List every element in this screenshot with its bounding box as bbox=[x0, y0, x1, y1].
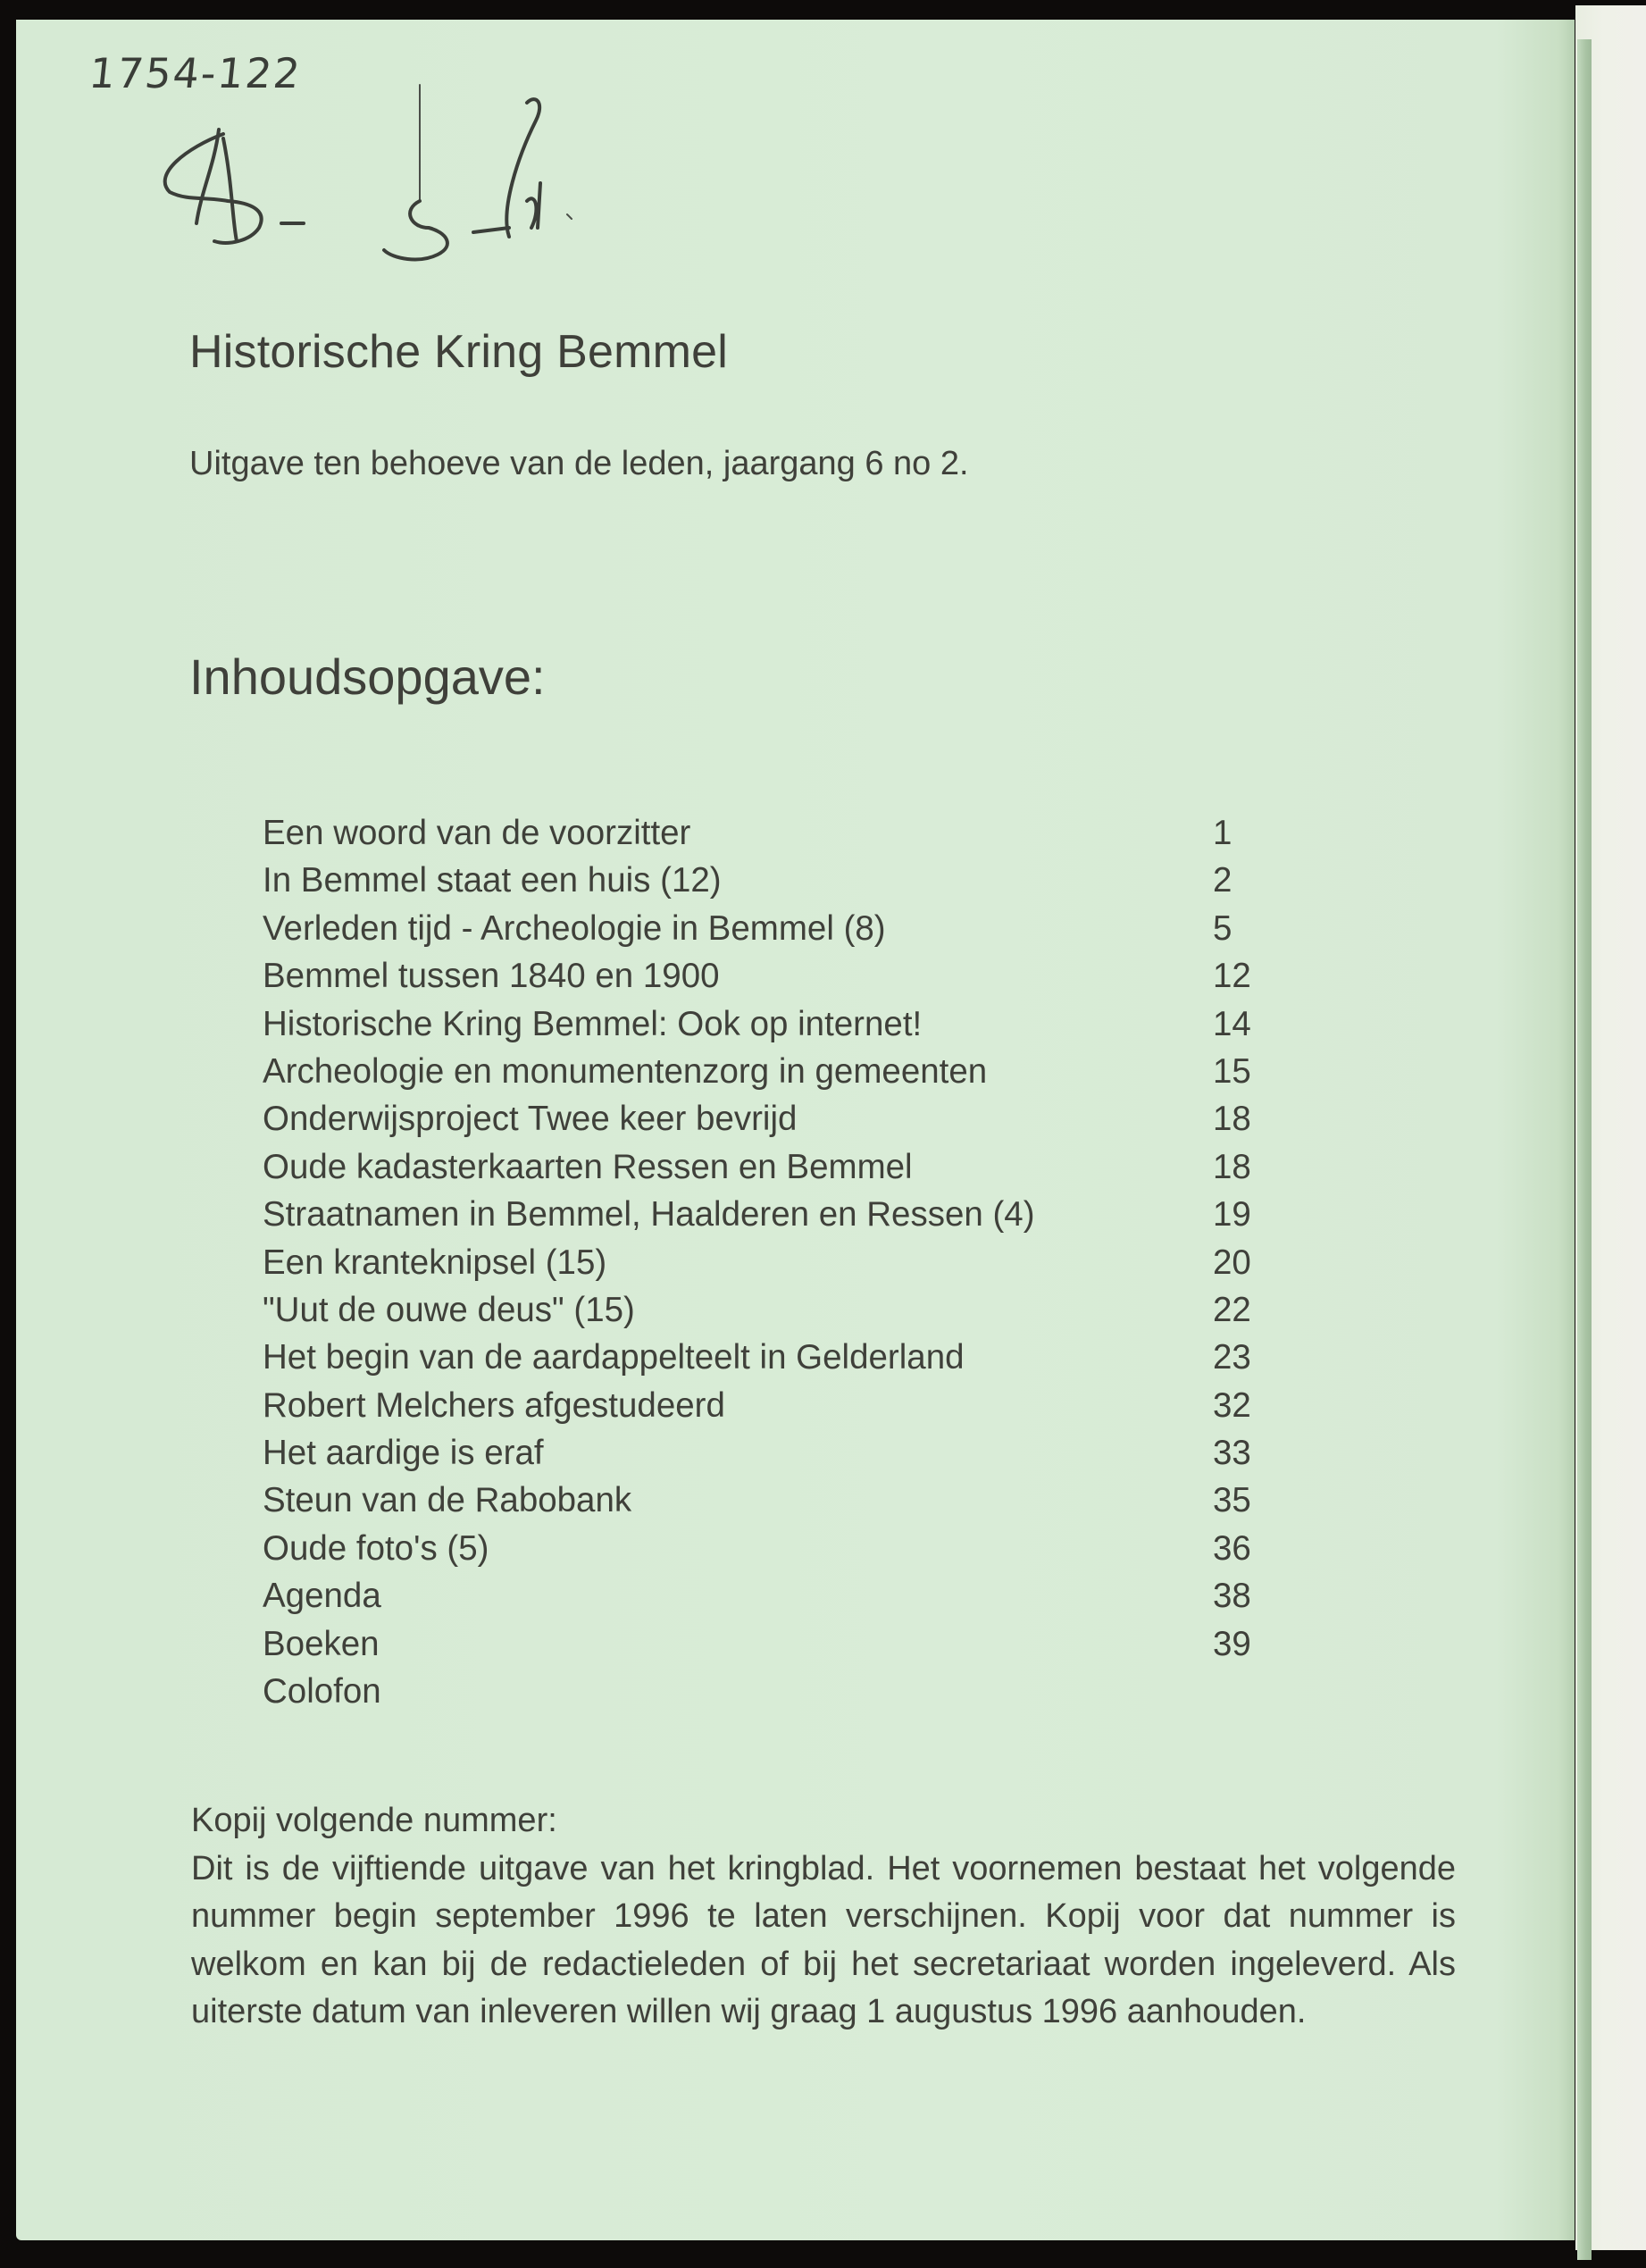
toc-entry-page: 35 bbox=[1213, 1481, 1251, 1520]
toc-entry-title: Agenda bbox=[263, 1577, 381, 1616]
kopij-section bbox=[191, 1797, 1456, 2037]
toc-entry-title: Archeologie en monumentenzorg in gemeenten bbox=[263, 1051, 988, 1091]
toc-entry-title: Een woord van de voorzitter bbox=[263, 814, 691, 852]
toc-entry-title: Straatnamen in Bemmel, Haalderen en Ressen (4) bbox=[263, 1195, 1035, 1234]
toc-entry-page: 15 bbox=[1213, 1051, 1251, 1091]
publication-title: Historische Kring Bemmel bbox=[189, 326, 728, 378]
page-spine-fold bbox=[1577, 39, 1592, 2260]
toc-entry bbox=[263, 905, 1263, 952]
toc-entry-title: Het aardige is eraf bbox=[263, 1434, 544, 1473]
toc-entry-title: Colofon bbox=[263, 1672, 381, 1711]
toc-entry bbox=[263, 809, 1263, 857]
toc-entry-page: 22 bbox=[1213, 1290, 1251, 1329]
kopij-heading: Kopij volgende nummer: bbox=[191, 1802, 557, 1839]
toc-entry-page: 32 bbox=[1213, 1385, 1251, 1425]
toc-entry-title: In Bemmel staat een huis (12) bbox=[263, 861, 722, 900]
toc-entry-page: 19 bbox=[1213, 1195, 1251, 1234]
toc-entry bbox=[263, 1525, 1263, 1572]
handwritten-signature-icon bbox=[80, 49, 759, 264]
toc-entry-title: Bemmel tussen 1840 en 1900 bbox=[263, 957, 720, 996]
toc-entry-page bbox=[1213, 1668, 1263, 1715]
toc-heading: Inhoudsopgave: bbox=[189, 649, 546, 705]
toc-entry bbox=[263, 1382, 1263, 1429]
toc-entry-page: 20 bbox=[1213, 1243, 1251, 1282]
toc-entry-title: Verleden tijd - Archeologie in Bemmel (8) bbox=[263, 908, 886, 948]
kopij-body: Dit is de vijftiende uitgave van het kringblad. Het voornemen bestaat het volgende nummer begin september 1996 te laten verschijnen. Kopij voor dat nummer is welkom en kan bij de redactieleden of bij het secretariaat worden ingeleverd. Als uiterste datum van inleveren willen wij graag 1 augustus 1996 aanhouden. bbox=[191, 1849, 1456, 2030]
toc-entry bbox=[263, 1334, 1263, 1381]
toc-entry-page: 14 bbox=[1213, 1004, 1251, 1043]
toc-entry bbox=[263, 1572, 1263, 1619]
toc-entry bbox=[263, 1000, 1263, 1048]
toc-entry-page: 33 bbox=[1213, 1434, 1251, 1473]
toc-entry bbox=[263, 1429, 1263, 1477]
toc-entry-title: Oude foto's (5) bbox=[263, 1528, 489, 1568]
toc-entry-title: Onderwijsproject Twee keer bevrijd bbox=[263, 1100, 798, 1139]
toc-entry bbox=[263, 1239, 1263, 1286]
toc-entry-page: 1 bbox=[1213, 814, 1232, 852]
toc-entry-title: Robert Melchers afgestudeerd bbox=[263, 1385, 725, 1425]
toc-entry bbox=[263, 952, 1263, 1000]
toc-entry-page: 23 bbox=[1213, 1338, 1251, 1377]
publication-subtitle: Uitgave ten behoeve van de leden, jaargang 6 no 2. bbox=[189, 445, 969, 482]
toc-entry-page: 18 bbox=[1213, 1100, 1251, 1139]
toc-entry-title: Boeken bbox=[263, 1624, 380, 1663]
toc-entry bbox=[263, 1286, 1263, 1334]
handwritten-catalog-number: 1754-122 bbox=[87, 49, 305, 97]
toc-entry-page: 39 bbox=[1213, 1624, 1251, 1663]
toc-entry bbox=[263, 1048, 1263, 1095]
toc-entry-title: Steun van de Rabobank bbox=[263, 1481, 632, 1520]
table-of-contents bbox=[263, 809, 1263, 1715]
toc-entry-page: 12 bbox=[1213, 957, 1251, 996]
toc-entry-title: Historische Kring Bemmel: Ook op internet! bbox=[263, 1004, 923, 1043]
toc-entry-page: 38 bbox=[1213, 1577, 1251, 1616]
handwritten-annotation bbox=[80, 49, 759, 264]
toc-entry bbox=[263, 1095, 1263, 1142]
toc-entry-page: 18 bbox=[1213, 1147, 1251, 1186]
toc-entry-title: "Uut de ouwe deus" (15) bbox=[263, 1290, 635, 1329]
toc-entry bbox=[263, 1668, 1263, 1715]
toc-entry bbox=[263, 1620, 1263, 1668]
toc-entry-page: 5 bbox=[1213, 908, 1232, 948]
toc-entry bbox=[263, 857, 1263, 904]
toc-entry-title: Een kranteknipsel (15) bbox=[263, 1243, 607, 1282]
toc-entry bbox=[263, 1143, 1263, 1191]
toc-entry bbox=[263, 1477, 1263, 1524]
toc-entry bbox=[263, 1191, 1263, 1238]
toc-entry-page: 36 bbox=[1213, 1528, 1251, 1568]
toc-entry-page: 2 bbox=[1213, 861, 1232, 900]
toc-entry-title: Oude kadasterkaarten Ressen en Bemmel bbox=[263, 1147, 913, 1186]
toc-entry-title: Het begin van de aardappelteelt in Gelderland bbox=[263, 1338, 965, 1377]
